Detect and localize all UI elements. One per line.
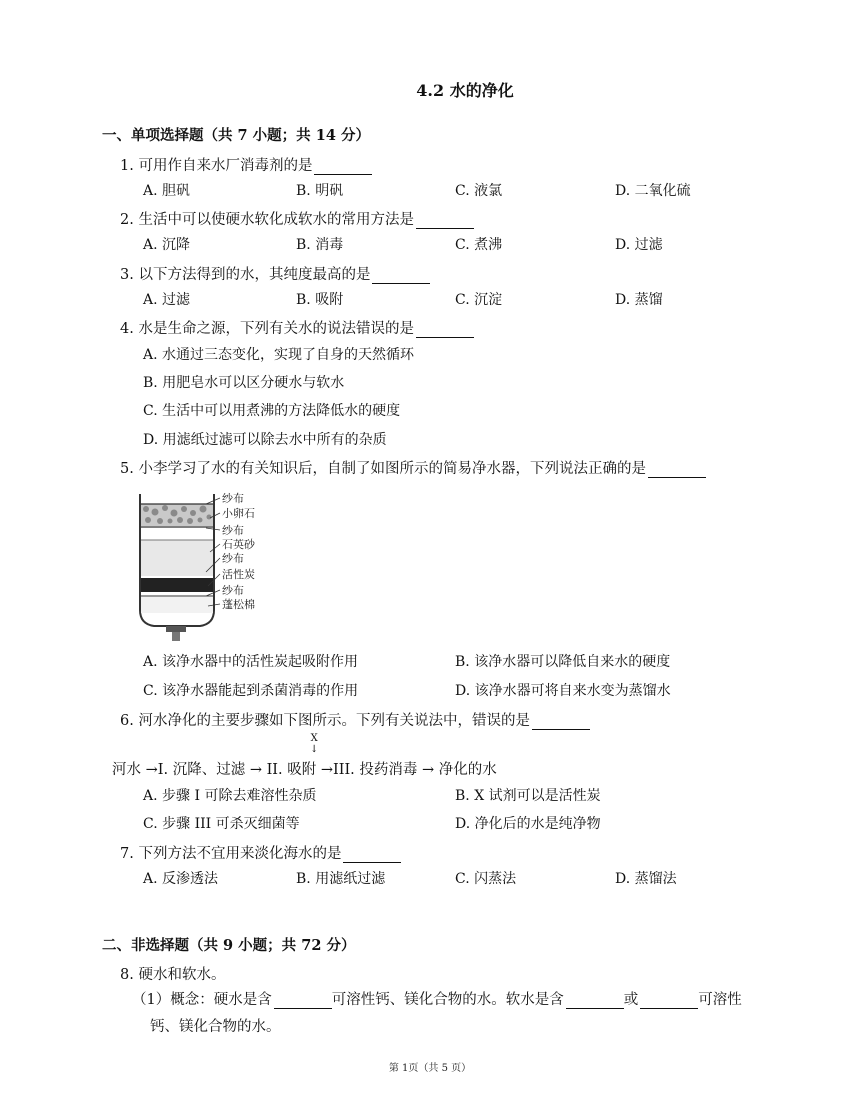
option-a: A. 水通过三态变化，实现了自身的天然循环 <box>143 347 415 363</box>
question-stem: 1. 可用作自来水厂消毒剂的是 <box>120 158 313 174</box>
answer-blank <box>416 323 474 338</box>
option-d: D. 蒸馏法 <box>615 871 677 887</box>
option-d: D. 净化后的水是纯净物 <box>455 816 601 832</box>
question-stem: 6. 河水净化的主要步骤如下图所示。下列有关说法中，错误的是 <box>120 713 530 729</box>
text-segment: 或 <box>623 992 639 1008</box>
section-heading-choice: 一、单项选择题（共 7 小题；共 14 分） <box>102 127 370 144</box>
question-stem: 4. 水是生命之源，下列有关水的说法错误的是 <box>120 321 414 337</box>
question-3 <box>120 263 430 284</box>
question-8-part-1-cont: 钙、镁化合物的水。 <box>150 1019 281 1035</box>
answer-blank <box>640 994 698 1009</box>
question-4 <box>120 317 474 338</box>
option-b: B. 消毒 <box>296 237 344 253</box>
filter-label: 纱布 <box>222 584 244 597</box>
answer-blank <box>416 214 474 229</box>
page-footer: 第 1页（共 5 页） <box>388 1063 472 1074</box>
answer-blank <box>566 994 624 1009</box>
question-stem: 2. 生活中可以使硬水软化成软水的常用方法是 <box>120 212 414 228</box>
text-segment: 可溶性 <box>698 992 742 1008</box>
option-b: B. 明矾 <box>296 183 344 199</box>
answer-blank <box>343 848 401 863</box>
option-a: A. 该净水器中的活性炭起吸附作用 <box>143 654 359 670</box>
option-c: C. 该净水器能起到杀菌消毒的作用 <box>143 683 359 699</box>
question-6 <box>120 709 590 730</box>
option-a: A. 胆矾 <box>143 183 191 199</box>
option-a: A. 反渗透法 <box>143 871 219 887</box>
option-d: D. 蒸馏 <box>615 292 663 308</box>
x-label: X <box>310 733 318 744</box>
answer-blank <box>274 994 332 1009</box>
option-c: C. 沉淀 <box>455 292 503 308</box>
flow-x-reagent <box>310 733 318 755</box>
option-a: A. 沉降 <box>143 237 191 253</box>
filter-label: 活性炭 <box>222 568 255 581</box>
answer-blank <box>372 269 430 284</box>
option-c: C. 生活中可以用煮沸的方法降低水的硬度 <box>143 403 401 419</box>
filter-label: 石英砂 <box>222 538 255 551</box>
section-heading-nonchoice: 二、非选择题（共 9 小题；共 72 分） <box>102 937 356 954</box>
filter-label: 纱布 <box>222 492 244 505</box>
question-5 <box>120 457 706 478</box>
question-2 <box>120 208 474 229</box>
option-d: D. 用滤纸过滤可以除去水中所有的杂质 <box>143 432 387 448</box>
filter-label: 纱布 <box>222 552 244 565</box>
purification-flow: 河水 →I. 沉降、过滤 → II. 吸附 →III. 投药消毒 → 净化的水 <box>112 762 497 778</box>
question-7 <box>120 842 401 863</box>
option-b: B. X 试剂可以是活性炭 <box>455 788 601 804</box>
option-a: A. 过滤 <box>143 292 191 308</box>
option-d: D. 二氧化硫 <box>615 183 691 199</box>
water-filter-diagram <box>136 492 276 642</box>
option-c: C. 步骤 III 可杀灭细菌等 <box>143 816 300 832</box>
option-b: B. 用肥皂水可以区分硬水与软水 <box>143 375 345 391</box>
page-title: 4.2 水的净化 <box>416 81 514 100</box>
option-b: B. 用滤纸过滤 <box>296 871 386 887</box>
text-segment: 可溶性钙、镁化合物的水。软水是含 <box>331 992 564 1008</box>
option-b: B. 该净水器可以降低自来水的硬度 <box>455 654 671 670</box>
answer-blank <box>314 160 372 175</box>
text-segment: （1）概念：硬水是含 <box>132 992 272 1008</box>
down-arrow-icon: ↓ <box>310 744 319 755</box>
filter-label: 纱布 <box>222 524 244 537</box>
option-a: A. 步骤 I 可除去难溶性杂质 <box>143 788 317 804</box>
filter-label: 小卵石 <box>222 507 255 520</box>
answer-blank <box>532 715 590 730</box>
question-8-part-1 <box>132 988 742 1009</box>
option-d: D. 该净水器可将自来水变为蒸馏水 <box>455 683 671 699</box>
option-c: C. 液氯 <box>455 183 503 199</box>
option-c: C. 闪蒸法 <box>455 871 517 887</box>
question-stem: 3. 以下方法得到的水，其纯度最高的是 <box>120 267 371 283</box>
question-stem: 7. 下列方法不宜用来淡化海水的是 <box>120 846 342 862</box>
option-c: C. 煮沸 <box>455 237 503 253</box>
answer-blank <box>648 463 706 478</box>
filter-label: 蓬松棉 <box>222 598 255 611</box>
option-b: B. 吸附 <box>296 292 344 308</box>
question-stem: 5. 小李学习了水的有关知识后，自制了如图所示的简易净水器，下列说法正确的是 <box>120 461 646 477</box>
option-d: D. 过滤 <box>615 237 663 253</box>
question-1 <box>120 154 372 175</box>
question-8: 8. 硬水和软水。 <box>120 967 226 983</box>
